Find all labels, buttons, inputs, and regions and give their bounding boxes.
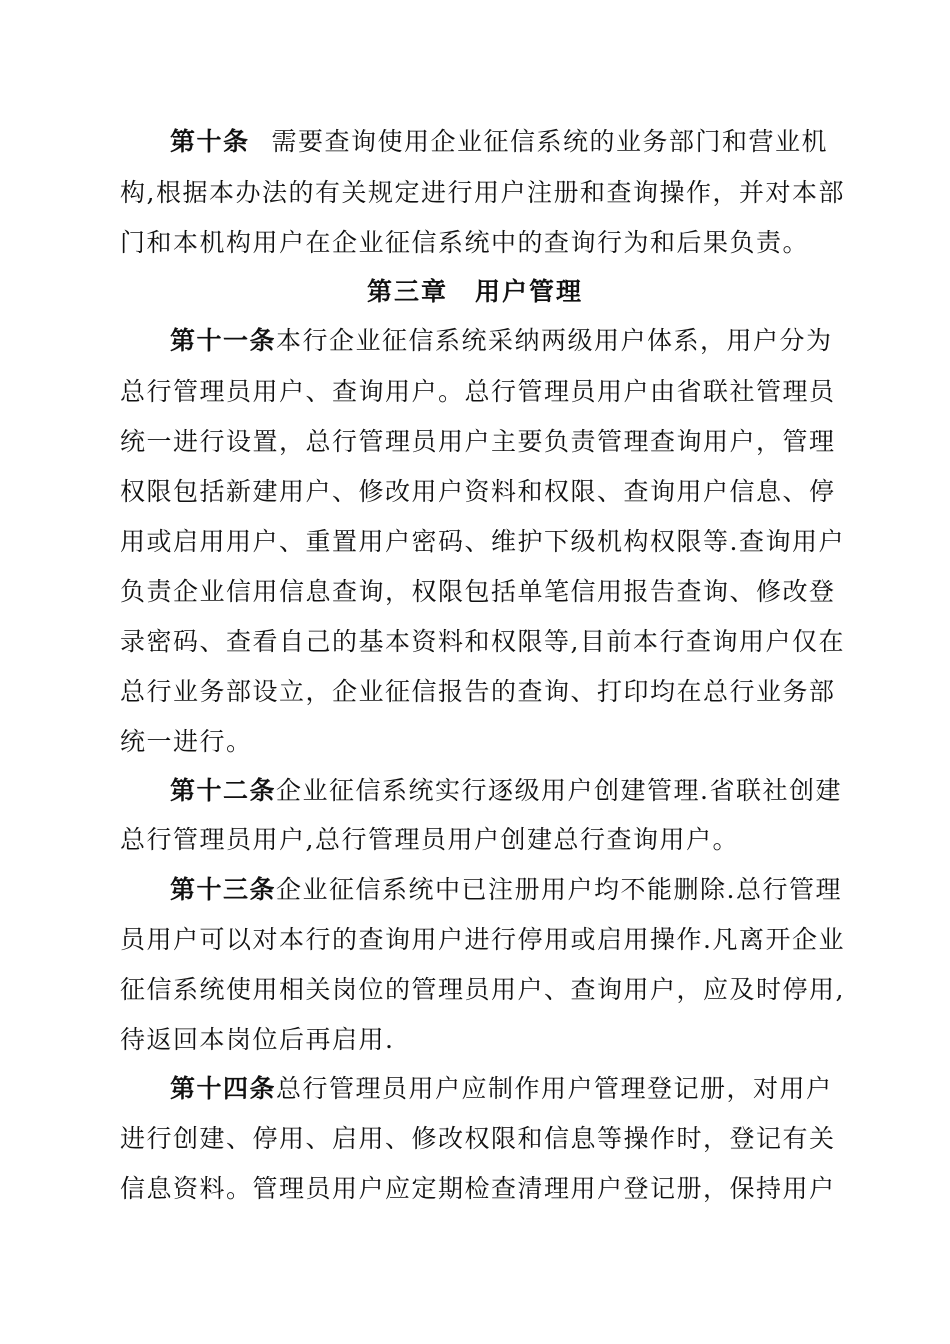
article-13-line-4: 待返回本岗位后再启用. bbox=[120, 1025, 395, 1054]
article-11-line-3: 统一进行设置，总行管理员用户主要负责管理查询用户，管理 bbox=[120, 427, 836, 456]
article-12-heading: 第十二条 bbox=[170, 776, 277, 805]
article-11-line-8: 总行业务部设立，企业征信报告的查询、打印均在总行业务部 bbox=[120, 677, 836, 706]
article-11-heading: 第十一条 bbox=[170, 326, 277, 355]
article-11-line-2: 总行管理员用户、查询用户。总行管理员用户由省联社管理员 bbox=[120, 377, 836, 406]
article-11-line-4: 权限包括新建用户、修改用户资料和权限、查询用户信息、停 bbox=[120, 477, 836, 506]
article-14-text-1: 总行管理员用户应制作用户管理登记册，对用户 bbox=[276, 1074, 833, 1103]
article-10-line-2: 构,根据本办法的有关规定进行用户注册和查询操作，并对本部 bbox=[120, 178, 845, 207]
article-12-line-2: 总行管理员用户,总行管理员用户创建总行查询用户。 bbox=[120, 825, 739, 854]
article-13-line-1 bbox=[170, 872, 842, 908]
article-14-line-3: 信息资料。管理员用户应定期检查清理用户登记册，保持用户 bbox=[120, 1174, 836, 1203]
article-11-line-9: 统一进行。 bbox=[120, 727, 253, 756]
article-11-line-7: 录密码、查看自己的基本资料和权限等,目前本行查询用户仅在 bbox=[120, 627, 845, 656]
article-11-line-6: 负责企业信用信息查询，权限包括单笔信用报告查询、修改登 bbox=[120, 577, 836, 606]
article-11-text-1: 本行企业征信系统采纳两级用户体系，用户分为 bbox=[276, 326, 833, 355]
article-13-line-2: 员用户可以对本行的查询用户进行停用或启用操作.凡离开企业 bbox=[120, 925, 845, 954]
article-10-text-1: 需要查询使用企业征信系统的业务部门和营业机 bbox=[271, 127, 829, 156]
chapter-heading: 第三章 用户管理 bbox=[366, 277, 583, 306]
article-10-line-3: 门和本机构用户在企业征信系统中的查询行为和后果负责。 bbox=[120, 228, 810, 257]
article-12-line-1 bbox=[170, 773, 842, 809]
article-10-heading: 第十条 bbox=[170, 127, 250, 156]
article-14-heading: 第十四条 bbox=[170, 1074, 277, 1103]
article-14-line-2: 进行创建、停用、启用、修改权限和信息等操作时，登记有关 bbox=[120, 1124, 836, 1153]
article-12-text-1: 企业征信系统实行逐级用户创建管理.省联社创建 bbox=[276, 776, 842, 805]
article-10-line-1 bbox=[170, 124, 828, 160]
article-14-line-1 bbox=[170, 1071, 833, 1107]
article-11-line-1 bbox=[170, 323, 833, 359]
article-13-text-1: 企业征信系统中已注册用户均不能删除.总行管理 bbox=[276, 875, 842, 904]
article-13-heading: 第十三条 bbox=[170, 875, 277, 904]
article-13-line-3: 征信系统使用相关岗位的管理员用户、查询用户，应及时停用, bbox=[120, 975, 845, 1004]
article-11-line-5: 用或启用用户、重置用户密码、维护下级机构权限等.查询用户 bbox=[120, 527, 845, 556]
